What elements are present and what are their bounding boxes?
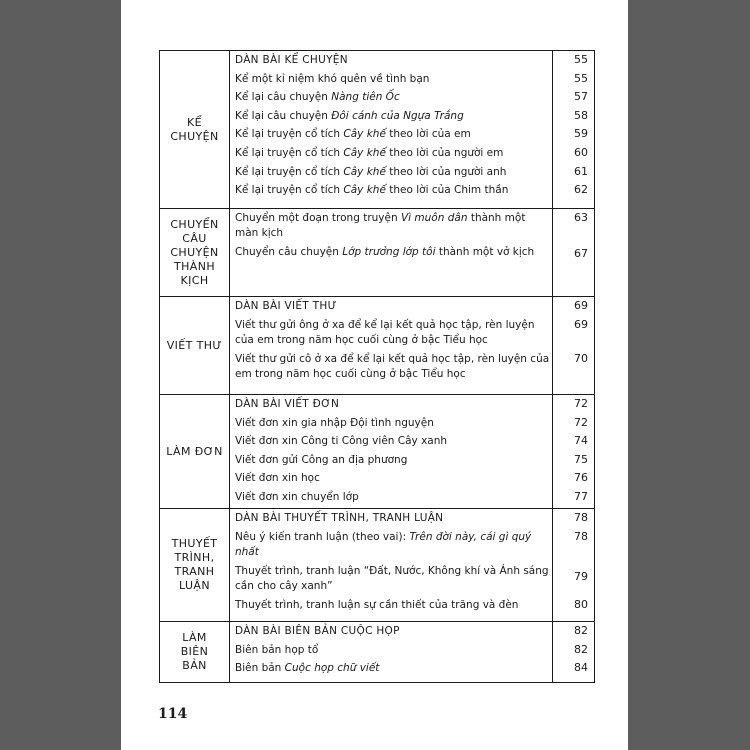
section-pages [553, 622, 595, 683]
page-ref: 72 [574, 415, 588, 429]
page-ref: 82 [574, 642, 588, 656]
section-pages [553, 51, 595, 209]
section-pages [553, 395, 595, 509]
toc-entry[interactable]: Viết thư gửi ông ở xa để kể lại kết quả học tập, rèn luyện của em trong năm học cuối cùng ở bậc Tiểu học [235, 318, 535, 346]
toc-entry[interactable]: Chuyển một đoạn trong truyện Vì muôn dân thành một màn kịch [235, 212, 526, 239]
toc-section [160, 297, 595, 395]
toc-entry[interactable]: Kể lại truyện cổ tích Cây khế theo lời của người em [235, 146, 504, 159]
section-category: LÀM ĐƠN [160, 395, 230, 509]
page-ref: 79 [574, 569, 588, 583]
page-ref: 78 [574, 529, 588, 543]
page-ref: 70 [574, 351, 588, 365]
toc-entry[interactable]: DÀN BÀI VIẾT THƯ [235, 300, 337, 312]
section-category: THUYẾT TRÌNH, TRANH LUẬN [160, 509, 230, 622]
section-category: CHUYỂN CÂU CHUYỆN THÀNH KỊCH [160, 209, 230, 297]
page-ref: 61 [574, 164, 588, 178]
page-ref: 84 [574, 661, 588, 675]
page-ref: 63 [574, 211, 588, 224]
section-entries [230, 622, 553, 683]
section-category: LÀM BIÊN BẢN [160, 622, 230, 683]
toc-entry[interactable]: Viết đơn xin chuyển lớp [235, 490, 359, 503]
page-ref: 72 [574, 397, 588, 410]
toc-entry[interactable]: DÀN BÀI THUYẾT TRÌNH, TRANH LUẬN [235, 512, 444, 524]
toc-section [160, 622, 595, 683]
page-ref: 75 [574, 452, 588, 466]
page-ref: 59 [574, 127, 588, 141]
section-entries [230, 509, 553, 622]
page-ref: 55 [574, 53, 588, 66]
toc-entry[interactable]: Kể lại truyện cổ tích Cây khế theo lời của em [235, 128, 471, 141]
section-pages [553, 297, 595, 395]
section-category: KỂ CHUYỆN [160, 51, 230, 209]
toc-entry[interactable]: Kể lại truyện cổ tích Cây khế theo lời của người anh [235, 165, 507, 178]
toc-entry[interactable]: Nêu ý kiến tranh luận (theo vai): Trên đời này, cái gì quý nhất [235, 530, 532, 558]
toc-entry[interactable]: Biên bản Cuộc họp chữ viết [235, 662, 380, 675]
toc-entry[interactable]: Thuyết trình, tranh luận sự cần thiết của trăng và đèn [235, 598, 519, 611]
page-ref: 78 [574, 511, 588, 524]
page-ref: 76 [574, 471, 588, 485]
page-ref: 60 [574, 145, 588, 159]
toc-entry[interactable]: DÀN BÀI BIÊN BẢN CUỘC HỌP [235, 625, 400, 637]
page-ref: 80 [574, 597, 588, 611]
toc-entry[interactable]: Viết đơn gửi Công an địa phương [235, 453, 408, 466]
page-ref: 82 [574, 624, 588, 637]
section-pages [553, 209, 595, 297]
toc-entry[interactable]: Kể lại truyện cổ tích Cây khế theo lời của Chim thần [235, 184, 509, 197]
page-ref: 57 [574, 90, 588, 104]
toc-entry[interactable]: DÀN BÀI VIẾT ĐƠN [235, 398, 340, 410]
page-ref: 67 [574, 247, 588, 260]
toc-entry[interactable]: Chuyển câu chuyện Lớp trưởng lớp tôi thành một vở kịch [235, 246, 535, 258]
toc-entry[interactable]: DÀN BÀI KỂ CHUYỆN [235, 54, 348, 66]
toc-entry[interactable]: Thuyết trình, tranh luận “Đất, Nước, Không khí và Ánh sáng cần cho cây xanh” [235, 564, 549, 592]
toc-entry[interactable]: Viết thư gửi cô ở xa để kể lại kết quả học tập, rèn luyện của em trong năm học cuối cùng ở bậc Tiểu học [235, 352, 550, 380]
page-ref: 77 [574, 489, 588, 503]
page-ref: 55 [574, 71, 588, 85]
toc-entry[interactable]: Biên bản họp tổ [235, 643, 319, 656]
section-category: VIẾT THƯ [160, 297, 230, 395]
toc-section [160, 395, 595, 509]
page-ref: 69 [574, 317, 588, 331]
section-entries [230, 395, 553, 509]
toc-entry[interactable]: Kể lại câu chuyện Đôi cánh của Ngựa Trắng [235, 109, 464, 122]
page-ref: 58 [574, 108, 588, 122]
toc-entry[interactable]: Kể một kỉ niệm khó quên về tình bạn [235, 72, 430, 85]
page-ref: 69 [574, 299, 588, 312]
section-pages [553, 509, 595, 622]
toc-entry[interactable]: Viết đơn xin Công ti Công viên Cây xanh [235, 435, 448, 448]
page-ref: 74 [574, 434, 588, 448]
page-ref: 62 [574, 183, 588, 197]
right-border [628, 0, 750, 750]
section-entries [230, 297, 553, 395]
toc-entry[interactable]: Viết đơn xin gia nhập Đội tình nguyện [235, 416, 434, 429]
table-of-contents [159, 50, 595, 683]
toc-section [160, 51, 595, 209]
toc-section [160, 509, 595, 622]
left-border [0, 0, 121, 750]
page-number: 114 [158, 706, 188, 722]
toc-section [160, 209, 595, 297]
section-entries [230, 209, 553, 297]
section-entries [230, 51, 553, 209]
toc-entry[interactable]: Viết đơn xin học [235, 472, 320, 485]
toc-entry[interactable]: Kể lại câu chuyện Nàng tiên Ốc [235, 91, 400, 104]
